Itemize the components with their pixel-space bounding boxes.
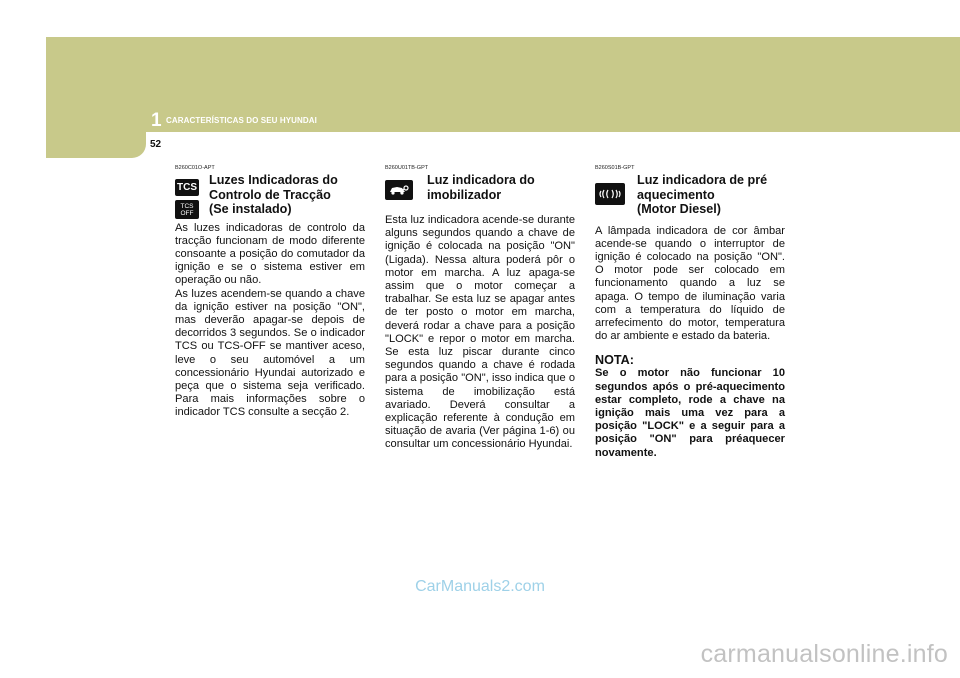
section-header (595, 172, 785, 217)
section-tcs (175, 164, 365, 420)
chapter-title: CARACTERÍSTICAS DO SEU HYUNDAI (166, 116, 318, 125)
tcs-icon: TCS (175, 179, 199, 196)
section-header (385, 172, 575, 203)
section-code: B260S01B-GPT (595, 165, 635, 171)
section-immobilizer (385, 164, 575, 452)
section-title: Luzes Indicadoras do Controlo de Tracção (Se instalado) (209, 173, 338, 216)
note-body: Se o motor não funcionar 10 segundos após o pré-aquecimento estar completo, rode a chave na ignição mais uma vez para a posição "LOCK" e a seguir para a posição "ON" para préaquecer novamente. (595, 367, 785, 459)
section-header (175, 172, 365, 217)
section-title: Luz indicadora de pré aquecimento (Motor Diesel) (637, 173, 768, 216)
section-body: As luzes indicadoras de controlo da tracção funcionam de modo diferente consoante a posição do comutador da ignição e se o sistema estiver em operação ou não. As luzes acendem-se quando a chave da ignição estiver na posição "ON", mas deverão apagar-se depois de decorridos 3 segundos. Se o indicador TCS ou TCS-OFF se mantiver aceso, leve o seu automóvel a um concessionário Hyundai autorizado e peça que o sistema seja verificado. Para mais informações sobre o indicador TCS consulte a secção 2. (175, 221, 365, 419)
section-body: A lâmpada indicadora de cor âmbar acende-se quando o interruptor de ignição é colocado na posição "ON". O motor pode ser colocado em funcionamento quando a luz se apaga. O tempo de iluminação varia com a temperatura do líquido de arrefecimento do motor, temperatura do ar ambiente e estado da bateria. (595, 224, 785, 343)
note-title: NOTA: (595, 353, 634, 368)
section-body: Esta luz indicadora acende-se durante alguns segundos quando a chave de ignição é colocada na posição "ON" (Ligada). Nessa altura poderá pôr o motor em marcha. A luz apaga-se assim que o motor começar a trabalhar. Se esta luz se apagar antes de ter posto o motor em marcha, deverá rodar a chave para a posição "LOCK" e repor o motor em marcha. Se esta luz piscar durante cinco segundos quando a chave é rodada para a posição "ON", isso indica que o sistema de imobilização está avariado. Deverá consultar a explicação referente à condução em situação de avaria (Ver página 1-6) ou consultar um concessionário Hyundai. (385, 214, 575, 451)
site-watermark[interactable]: carmanualsonline.info (700, 640, 948, 668)
section-code: B260C01O-APT (175, 165, 215, 171)
page-number: 52 (150, 139, 162, 150)
carmanuals-watermark[interactable]: CarManuals2.com (415, 578, 545, 595)
section-code: B260U01TB-GPT (385, 165, 429, 171)
section-title: Luz indicadora do imobilizador (427, 173, 535, 202)
tcs-off-icon: TCS OFF (175, 200, 199, 219)
glow-plug-icon (595, 183, 625, 205)
page-number-tab (46, 132, 146, 158)
section-glow-plug (595, 164, 785, 460)
chapter-number: 1 (151, 110, 162, 131)
immobilizer-car-key-icon (385, 180, 413, 200)
